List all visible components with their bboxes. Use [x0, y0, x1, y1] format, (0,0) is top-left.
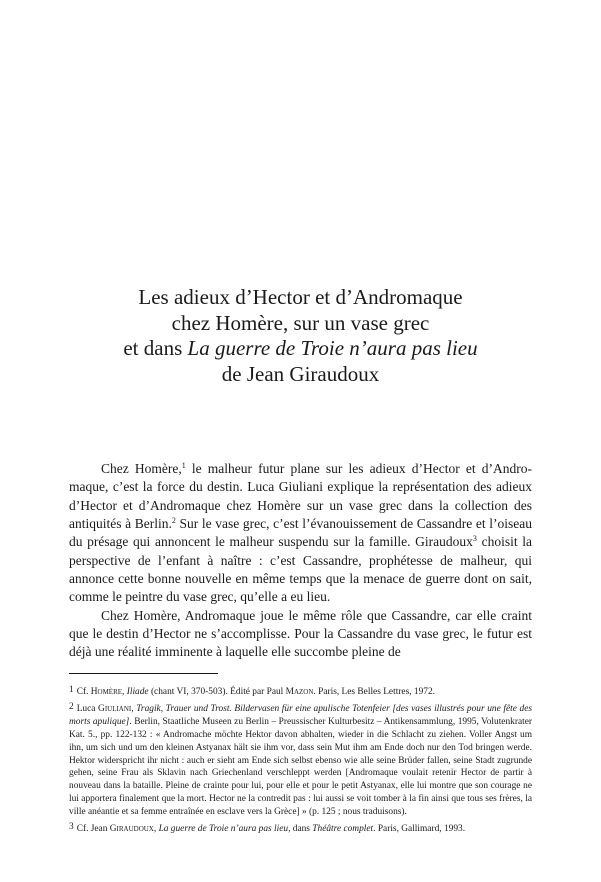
- footnote-3-text-c: , dans: [288, 824, 313, 835]
- footnote-2-number: 2: [69, 701, 74, 712]
- footnote-ref-2[interactable]: 2: [171, 516, 176, 526]
- footnote-1-editor: Mazon: [285, 687, 314, 697]
- footnote-2: [69, 701, 532, 819]
- footnote-1-number: 1: [69, 685, 74, 695]
- paragraph-2: Chez Homère, Andromaque joue le même rôle que Cassandre, car elle craint que le destin d’Hector ne s’accomplisse. Pour la Cassandre du vase grec, le futur est déjà une réalité imminente à laquelle elle succombe pleine de: [69, 607, 532, 660]
- body-text: [69, 460, 532, 662]
- paragraph-1-text-d: choisit la perspective de l’enfant à naître : c’est Cassandre, prophétesse de malheur, qui annonce cette bonne nouvelle en même temps que la menace de guerre dont on sait, comme le peintre du vase grec, qu’elle a eu lieu.: [69, 534, 532, 605]
- footnote-ref-3[interactable]: 3: [472, 534, 477, 544]
- paragraph-1-text-b: le malheur futur plane sur les adieux d’Hector et d’Andromaque, c’est la force du destin. Luca Giuliani explique la représentation des adieux d’Hector et d’Andromaque chez Homère sur un vase grec dans la collection des antiquités à Berlin.: [69, 461, 533, 532]
- title-line-3: [60, 336, 541, 362]
- title-line-4: de Jean Giraudoux: [221, 361, 380, 386]
- footnote-3-work-2: Théâtre complet: [312, 824, 374, 835]
- footnote-1-work: Iliade: [126, 687, 149, 697]
- footnote-3-work: La guerre de Troie n’aura pas lieu: [158, 824, 289, 835]
- chapter-title: [60, 285, 541, 387]
- footnote-3: [69, 821, 532, 836]
- footnote-1-author: Homère: [90, 687, 123, 697]
- title-line-3-prefix: et dans: [123, 336, 188, 360]
- footnote-1: [69, 684, 532, 699]
- footnote-1-text-a: Cf.: [76, 687, 91, 697]
- footnote-2-text-b: ,: [131, 703, 137, 714]
- paragraph-1-text-c: Sur le vase grec, c’est l’évanouissement de Cassandre et l’oiseau du présage qui annoncent le malheur suspendu sur la famille. Giraudoux: [69, 516, 532, 550]
- footnote-3-number: 3: [69, 822, 74, 833]
- footnote-separator: [69, 673, 218, 674]
- footnote-3-text-d: . Paris, Gallimard, 1993.: [373, 824, 466, 835]
- footnote-1-text-b: ,: [122, 687, 127, 697]
- footnote-2-author: Giuliani: [98, 703, 132, 714]
- footnotes: [69, 684, 532, 838]
- footnote-1-text-d: . Paris, Les Belles Lettres, 1972.: [313, 687, 436, 697]
- paragraph-1-text-a: Chez Homère,: [101, 461, 182, 476]
- footnote-2-work: Tragik, Trauer und Trost. Bildervasen für eine apulische Totenfeier [des vases illustrés pour une fête des morts apulique]: [69, 703, 533, 727]
- title-line-2: chez Homère, sur un vase grec: [171, 310, 430, 335]
- footnote-2-text-a: Luca: [76, 703, 99, 714]
- footnote-1-text-c: (chant VI, 370-503). Édité par Paul: [148, 687, 286, 697]
- title-italic-work: La guerre de Troie n’aura pas lieu: [187, 336, 478, 360]
- title-line-1: Les adieux d’Hector et d’Andromaque: [138, 285, 463, 309]
- footnote-2-text-c: . Berlin, Staatliche Museen zu Berlin – Preussischer Kulturbesitz – Antikensammlung, 1995, Volutenkrater Kat. 5., pp. 122-132 : « Andromache möchte Hektor davon abhalten, wieder in die Schlacht zu ziehen. Voller Angst um ihn, um sich und um den kleinen Astyanax hält sie ihm vor, dass sein Mut ihm am Ende doch nur den Tod bringen werde. Hektor widerspricht ihr nicht : auch er sieht am Ende sich selbst ebenso wie alle seine Brüder fallen, seine Stadt zugrunde gehen, seine Frau als Sklavin nach Griechenland verschleppt werden [Andromaque voulait retenir Hector de partir à nouveau dans la bataille. Pleine de crainte pour lui, pour elle et pour le petit Astyanax, elle lui montre que son courage ne lui apportera finalement que la mort. Hector ne la contredit pas : lui aussi se voit tomber à la fin ainsi que tous ses frères, la ville anéantie et sa femme entraînée en esclave vers la Grèce] » (p. 125 ; nous traduisons).: [69, 716, 532, 818]
- footnote-3-text-b: ,: [153, 824, 159, 835]
- footnote-3-text-a: Cf. Jean: [76, 824, 110, 835]
- paragraph-1: [69, 460, 532, 607]
- footnote-ref-1[interactable]: 1: [181, 461, 186, 470]
- footnote-3-author: Giraudoux: [109, 824, 154, 835]
